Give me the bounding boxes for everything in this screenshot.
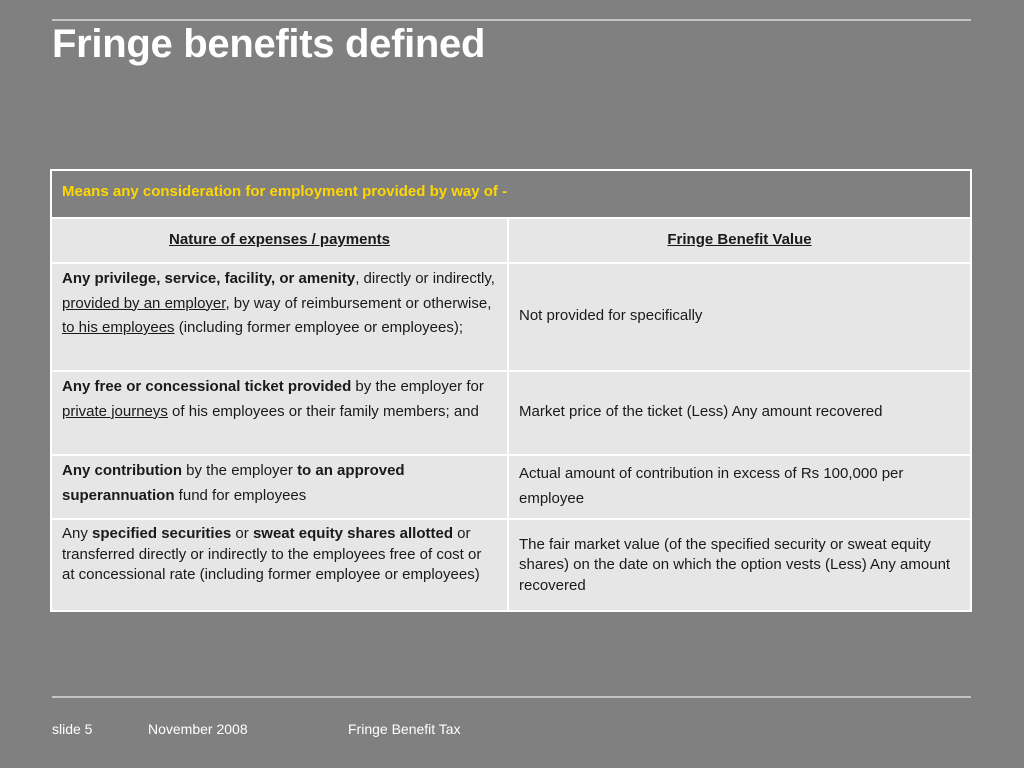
table-header-row bbox=[51, 218, 971, 263]
table-row bbox=[51, 519, 971, 611]
top-divider bbox=[52, 19, 971, 21]
value-cell: Market price of the ticket (Less) Any amount recovered bbox=[508, 371, 971, 455]
column-header-value: Fringe Benefit Value bbox=[508, 218, 971, 263]
table-banner-row bbox=[51, 170, 971, 218]
fringe-benefits-table bbox=[50, 169, 972, 612]
footer-date: November 2008 bbox=[148, 721, 248, 737]
value-cell: Not provided for specifically bbox=[508, 263, 971, 371]
value-cell: The fair market value (of the specified security or sweat equity shares) on the date on which the option vests (Less) Any amount recovered bbox=[508, 519, 971, 611]
expense-cell: Any contribution by the employer to an approved superannuation fund for employees bbox=[51, 455, 508, 519]
slide-title: Fringe benefits defined bbox=[52, 22, 486, 66]
expense-cell: Any free or concessional ticket provided by the employer for private journeys of his employees or their family members; and bbox=[51, 371, 508, 455]
footer-slide-number: slide 5 bbox=[52, 721, 93, 737]
value-cell: Actual amount of contribution in excess of Rs 100,000 per employee bbox=[508, 455, 971, 519]
table-row bbox=[51, 455, 971, 519]
table-banner: Means any consideration for employment provided by way of - bbox=[51, 170, 971, 218]
expense-cell: Any specified securities or sweat equity shares allotted or transferred directly or indirectly to the employees free of cost or at concessional rate (including former employee or employees) bbox=[51, 519, 508, 611]
bottom-divider bbox=[52, 696, 971, 698]
table-row bbox=[51, 263, 971, 371]
expense-cell: Any privilege, service, facility, or amenity, directly or indirectly, provided by an employer, by way of reimbursement or otherwise, to his employees (including former employee or employees); bbox=[51, 263, 508, 371]
footer-topic: Fringe Benefit Tax bbox=[348, 721, 461, 737]
column-header-nature: Nature of expenses / payments bbox=[51, 218, 508, 263]
table-row bbox=[51, 371, 971, 455]
